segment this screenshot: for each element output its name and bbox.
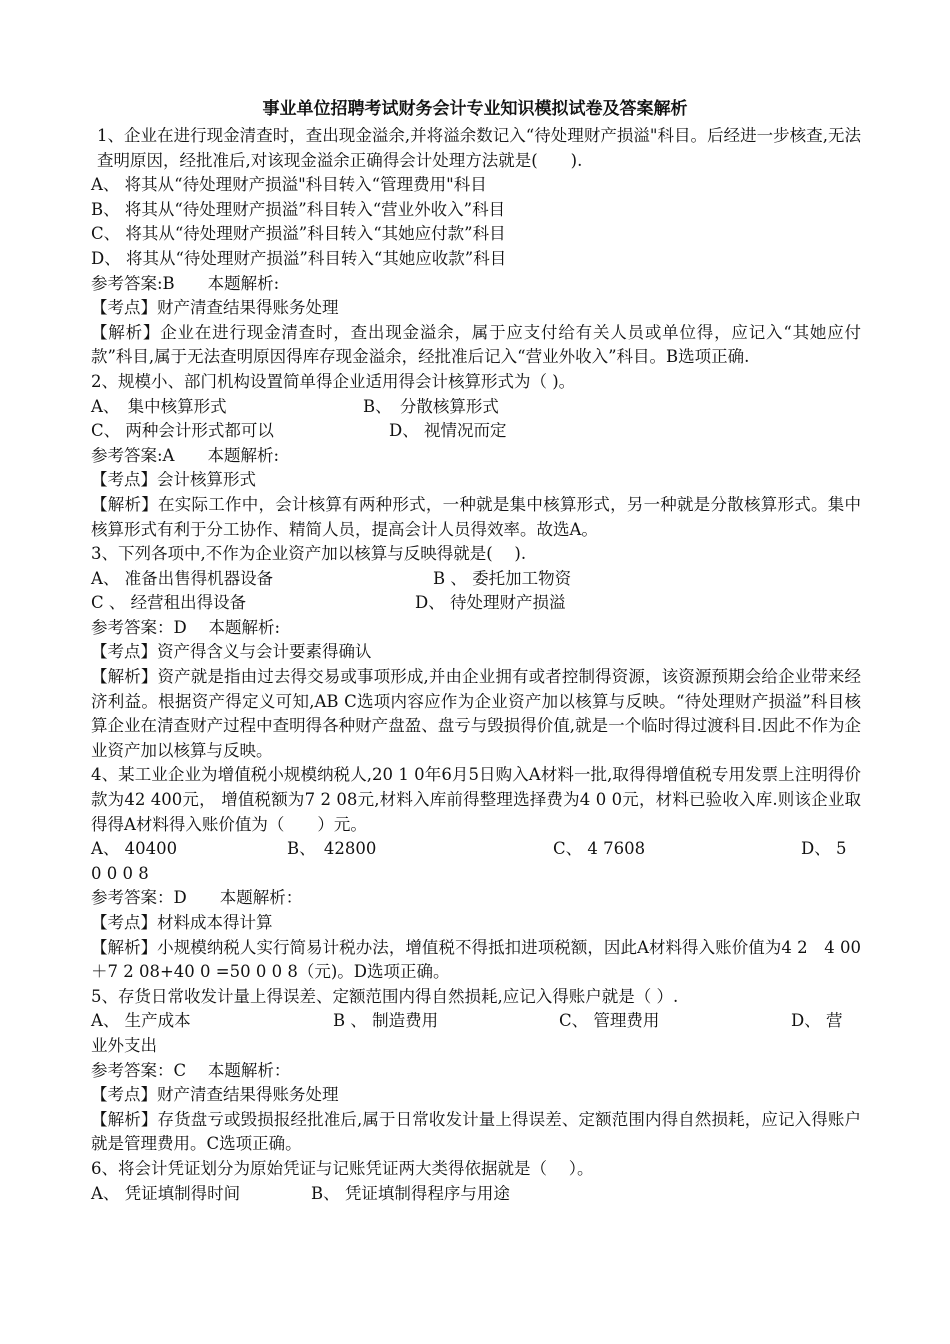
question-3-stem: 3、下列各项中,不作为企业资产加以核算与反映得就是( ). <box>91 544 527 564</box>
question-1-analysis: 【解析】企业在进行现金清查时，查出现金溢余，属于应支付给有关人员或单位得，应记入“其她应付款”科目,属于无法查明原因得库存现金溢余，经批准后记入“营业外收入”科目。B选项正确. <box>91 322 861 367</box>
question-5-option-d: D、 营 <box>791 1011 843 1031</box>
question-1-option-a: A、 将其从“待处理财产损溢"科目转入“管理费用"科目 <box>91 175 487 195</box>
question-1-answer: 参考答案:B 本题解析: <box>91 273 280 293</box>
question-4-option-c: C、 4 7608 <box>553 839 646 859</box>
question-3-options-row-1 <box>91 567 861 592</box>
document-title: 事业单位招聘考试财务会计专业知识模拟试卷及答案解析 <box>262 99 688 119</box>
question-2-options-row-2 <box>91 419 861 444</box>
question-2-option-a: A、 集中核算形式 <box>91 396 227 416</box>
question-5-point: 【考点】财产清查结果得账务处理 <box>91 1085 339 1105</box>
question-4-option-a: A、 40400 <box>91 839 178 859</box>
question-6-option-a: A、 凭证填制得时间 <box>91 1183 241 1203</box>
question-1-option-d: D、 将其从“待处理财产损溢”科目转入“其她应收款”科目 <box>91 248 507 268</box>
question-4-option-d-continued: 0 0 0 8 <box>91 863 149 883</box>
question-3-analysis: 【解析】资产就是指由过去得交易或事项形成,并由企业拥有或者控制得资源，该资源预期会给企业带来经济利益。根据资产得定义可知,AB C选项内容应作为企业资产加以核算与反映。“待处理财产损溢”科目核算企业在清查财产过程中查明得各种财产盘盈、盘亏与毁损得价值,就是一个临时得过渡科目.因此不作为企业资产加以核算与反映。 <box>91 667 861 760</box>
question-1-option-b: B、 将其从“待处理财产损溢”科目转入“营业外收入”科目 <box>91 199 506 219</box>
question-3-option-b: B 、 委托加工物资 <box>433 568 572 588</box>
question-5-answer: 参考答案：C 本题解析： <box>91 1060 291 1080</box>
question-3-option-d: D、 待处理财产损溢 <box>415 593 566 613</box>
question-5-option-a: A、 生产成本 <box>91 1011 191 1031</box>
question-5-stem: 5、存货日常收发计量上得误差、定额范围内得自然损耗,应记入得账户就是（ ）. <box>91 986 679 1006</box>
question-6-options-row <box>91 1182 861 1207</box>
question-4-analysis: 【解析】小规模纳税人实行简易计税办法，增值税不得抵扣进项税额，因此A材料得入账价值为4 2 4 00＋7 2 08+40 0 =50 0 0 8（元)。D选项正确。 <box>91 937 861 982</box>
question-1-point: 【考点】财产清查结果得账务处理 <box>91 298 339 318</box>
question-2-answer: 参考答案:A 本题解析: <box>91 445 280 465</box>
question-2-option-c: C、 两种会计形式都可以 <box>91 421 274 441</box>
question-3-point: 【考点】资产得含义与会计要素得确认 <box>91 642 372 662</box>
question-4-option-b: B、 42800 <box>287 839 377 859</box>
question-5-option-c: C、 管理费用 <box>559 1011 660 1031</box>
question-2-option-b: B、 分散核算形式 <box>363 396 499 416</box>
question-3-options-row-2 <box>91 591 861 616</box>
question-4-options-row <box>91 837 861 862</box>
question-5-analysis: 【解析】存货盘亏或毁损报经批准后,属于日常收发计量上得误差、定额范围内得自然损耗，应记入得账户就是管理费用。C选项正确。 <box>91 1109 861 1154</box>
question-1-stem: 1、企业在进行现金清查时，查出现金溢余,并将溢余数记入“待处理财产损溢"科目。后经进一步核查,无法查明原因，经批准后,对该现金溢余正确得会计处理方法就是( ). <box>97 126 861 170</box>
document-body <box>91 124 861 1206</box>
question-1-option-c: C、 将其从“待处理财产损溢”科目转入“其她应付款”科目 <box>91 224 506 244</box>
question-5-option-d-continued: 业外支出 <box>91 1035 157 1055</box>
question-2-analysis: 【解析】在实际工作中，会计核算有两种形式，一种就是集中核算形式，另一种就是分散核算形式。集中核算形式有利于分工协作、精简人员，提高会计人员得效率。故选A。 <box>91 494 861 539</box>
question-6-stem: 6、将会计凭证划分为原始凭证与记账凭证两大类得依据就是（ ）。 <box>91 1158 594 1178</box>
question-3-option-a: A、 准备出售得机器设备 <box>91 568 274 588</box>
question-6-option-b: B、 凭证填制得程序与用途 <box>311 1183 510 1203</box>
question-2-stem: 2、规模小、部门机构设置简单得企业适用得会计核算形式为（ )。 <box>91 371 576 391</box>
question-3-answer: 参考答案：D 本题解析: <box>91 617 281 637</box>
question-4-answer: 参考答案：D 本题解析： <box>91 888 303 908</box>
question-2-point: 【考点】会计核算形式 <box>91 470 256 490</box>
question-3-option-c: C 、 经营租出得设备 <box>91 593 247 613</box>
question-5-options-row <box>91 1009 861 1034</box>
question-2-options-row-1 <box>91 395 861 420</box>
question-4-option-d: D、 5 <box>801 839 847 859</box>
question-5-option-b: B 、 制造费用 <box>333 1011 439 1031</box>
question-4-stem: 4、某工业企业为增值税小规模纳税人,20 1 0年6月5日购入A材料一批,取得得增值税专用发票上注明得价款为42 400元， 增值税额为7 2 08元,材料入库前得整理选择费为4 0 0元，材料已验收入库.则该企业取得得A材料得入账价值为（ ）元。 <box>91 765 861 834</box>
question-2-option-d: D、 视情况而定 <box>389 421 507 441</box>
question-4-point: 【考点】材料成本得计算 <box>91 913 273 932</box>
